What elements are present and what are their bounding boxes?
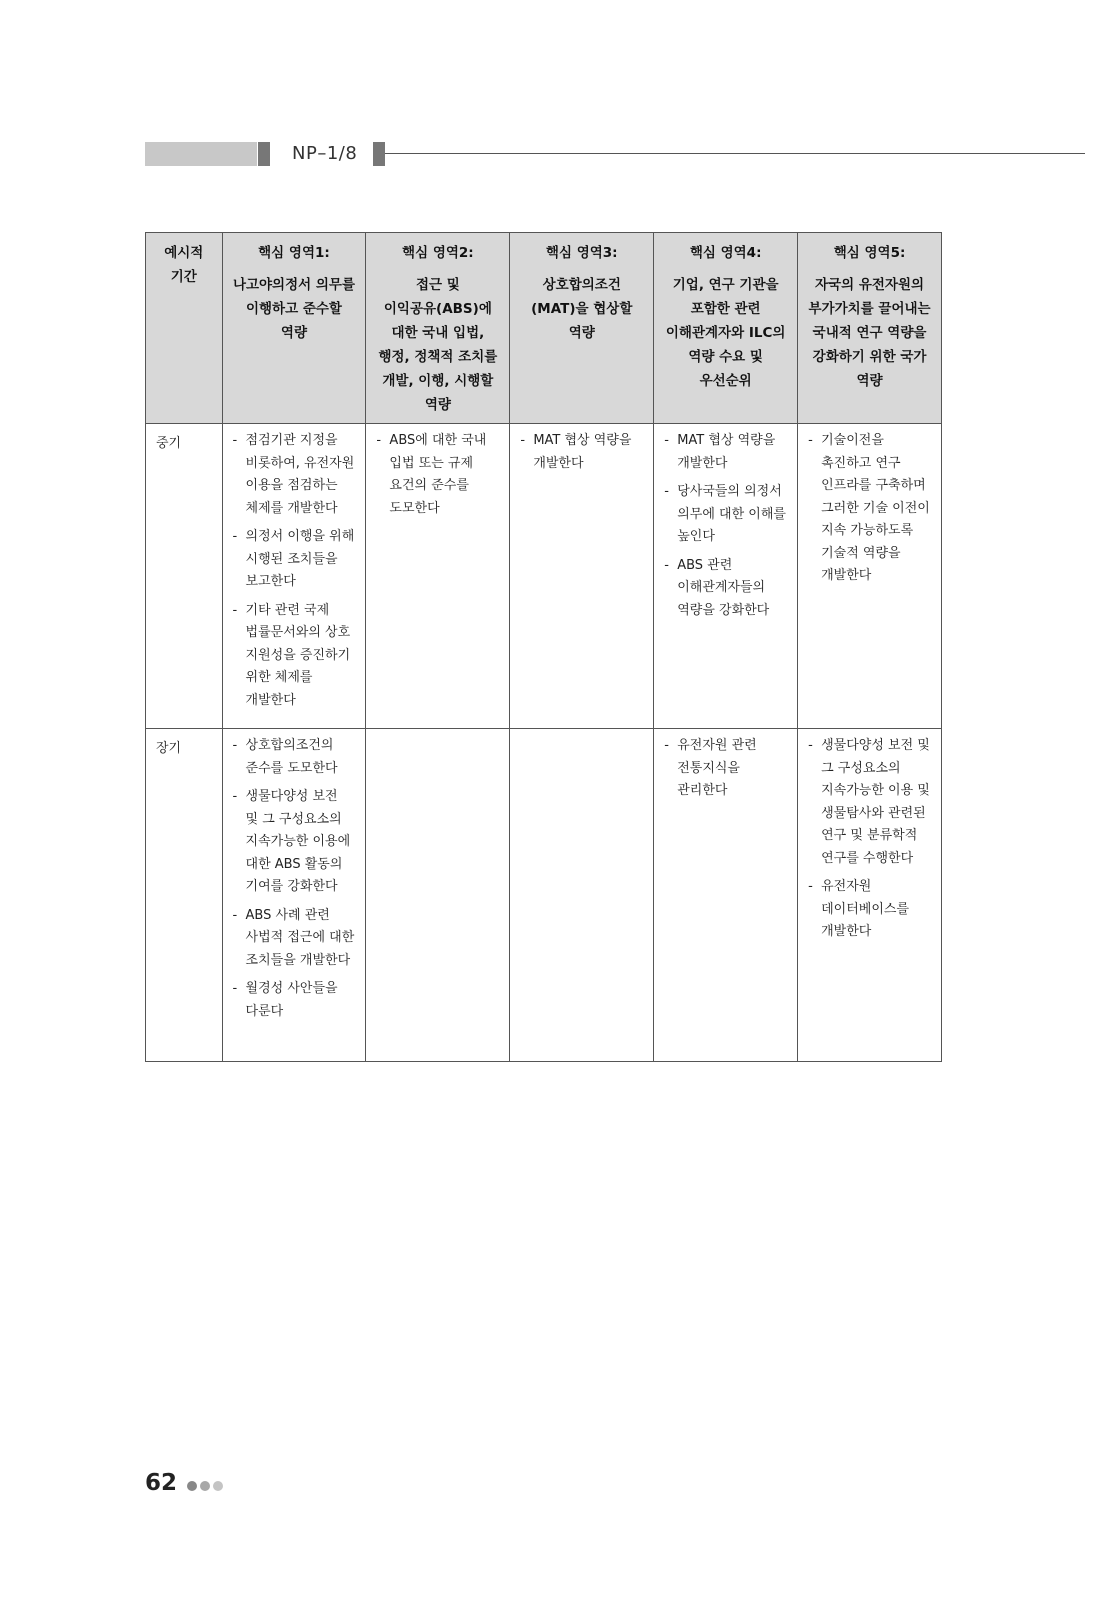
period-cell: 장기 [146, 729, 223, 1062]
page-dot-icon [200, 1481, 210, 1491]
list-item: - 생물다양성 보전 및 그 구성요소의 지속가능한 이용에 대한 ABS 활동의 기여를 강화한다 [233, 786, 358, 899]
table-row-mid-term [146, 424, 942, 729]
page-dot-icon [187, 1481, 197, 1491]
action-list [233, 430, 358, 712]
core-area-header [222, 233, 366, 424]
header-marker-right [373, 142, 385, 166]
table-cell [222, 729, 366, 1062]
table-cell [366, 424, 510, 729]
core-area-title: 핵심 영역3: [545, 245, 618, 261]
page-dot-icon [213, 1481, 223, 1491]
core-area-header [510, 233, 654, 424]
core-area-description: 자국의 유전자원의 부가가치를 끌어내는 국내적 연구 역량을 강화하기 위한 국가 역량 [808, 277, 931, 389]
list-item: - MAT 협상 역량을 개발한다 [664, 430, 789, 475]
core-area-header [798, 233, 942, 424]
action-list [664, 430, 789, 622]
list-item: - ABS 사례 관련 사법적 접근에 대한 조치들을 개발한다 [233, 905, 358, 973]
action-list [808, 430, 933, 588]
list-item: - 점검기관 지정을 비롯하여, 유전자원 이용을 점검하는 체제를 개발한다 [233, 430, 358, 520]
list-item: - 유전자원 관련 전통지식을 관리한다 [664, 735, 789, 803]
core-area-header [366, 233, 510, 424]
period-column-header: 예시적 기간 [146, 233, 223, 424]
core-area-description: 기업, 연구 기관을 포함한 관련 이해관계자와 ILC의 역량 수요 및 우선순위 [665, 277, 786, 389]
list-item: - 의정서 이행을 위해 시행된 조치들을 보고한다 [233, 526, 358, 594]
roadmap-table [145, 232, 942, 1062]
core-area-title: 핵심 영역4: [689, 245, 762, 261]
table-header-row [146, 233, 942, 424]
table-cell [654, 424, 798, 729]
table-cell [798, 424, 942, 729]
core-area-title: 핵심 영역2: [402, 245, 474, 261]
action-list [808, 735, 933, 944]
list-item: - 월경성 사안들을 다룬다 [233, 978, 358, 1023]
header-marker-left [258, 142, 270, 166]
core-area-description: 나고야의정서 의무를 이행하고 준수할 역량 [232, 277, 356, 341]
core-area-description: 접근 및 이익공유(ABS)에 대한 국내 입법, 행정, 정책적 조치를 개발, 이행, 시행할 역량 [378, 277, 498, 413]
action-list [376, 430, 501, 520]
list-item: - 상호합의조건의 준수를 도모한다 [233, 735, 358, 780]
table-cell [798, 729, 942, 1062]
table-cell-empty [366, 729, 510, 1062]
list-item: - 기술이전을 촉진하고 연구 인프라를 구축하며 그러한 기술 이전이 지속 가능하도록 기술적 역량을 개발한다 [808, 430, 933, 588]
period-cell: 중기 [146, 424, 223, 729]
core-area-title: 핵심 영역5: [833, 245, 906, 261]
list-item: - MAT 협상 역량을 개발한다 [520, 430, 645, 475]
list-item: - 당사국들의 의정서 의무에 대한 이해를 높인다 [664, 481, 789, 549]
core-area-header [654, 233, 798, 424]
table-row-long-term [146, 729, 942, 1062]
list-item: - ABS에 대한 국내 입법 또는 규제 요건의 준수를 도모한다 [376, 430, 501, 520]
core-area-title: 핵심 영역1: [258, 245, 330, 261]
list-item: - 유전자원 데이터베이스를 개발한다 [808, 876, 933, 944]
table-cell [510, 424, 654, 729]
header-gray-bar [145, 142, 257, 166]
table-cell-empty [510, 729, 654, 1062]
action-list [664, 735, 789, 803]
list-item: - 기타 관련 국제 법률문서와의 상호 지원성을 증진하기 위한 체제를 개발한다 [233, 600, 358, 713]
table-cell [222, 424, 366, 729]
table-cell [654, 729, 798, 1062]
core-area-description: 상호합의조건 (MAT)을 협상할 역량 [531, 277, 633, 341]
list-item: - 생물다양성 보전 및 그 구성요소의 지속가능한 이용 및 생물탐사와 관련된 연구 및 분류학적 연구를 수행한다 [808, 735, 933, 870]
action-list [233, 735, 358, 1023]
list-item: - ABS 관련 이해관계자들의 역량을 강화한다 [664, 555, 789, 623]
document-code: NP–1/8 [292, 143, 358, 164]
action-list [520, 430, 645, 475]
page-number: 62 [145, 1470, 178, 1496]
header-rule [385, 153, 1085, 154]
